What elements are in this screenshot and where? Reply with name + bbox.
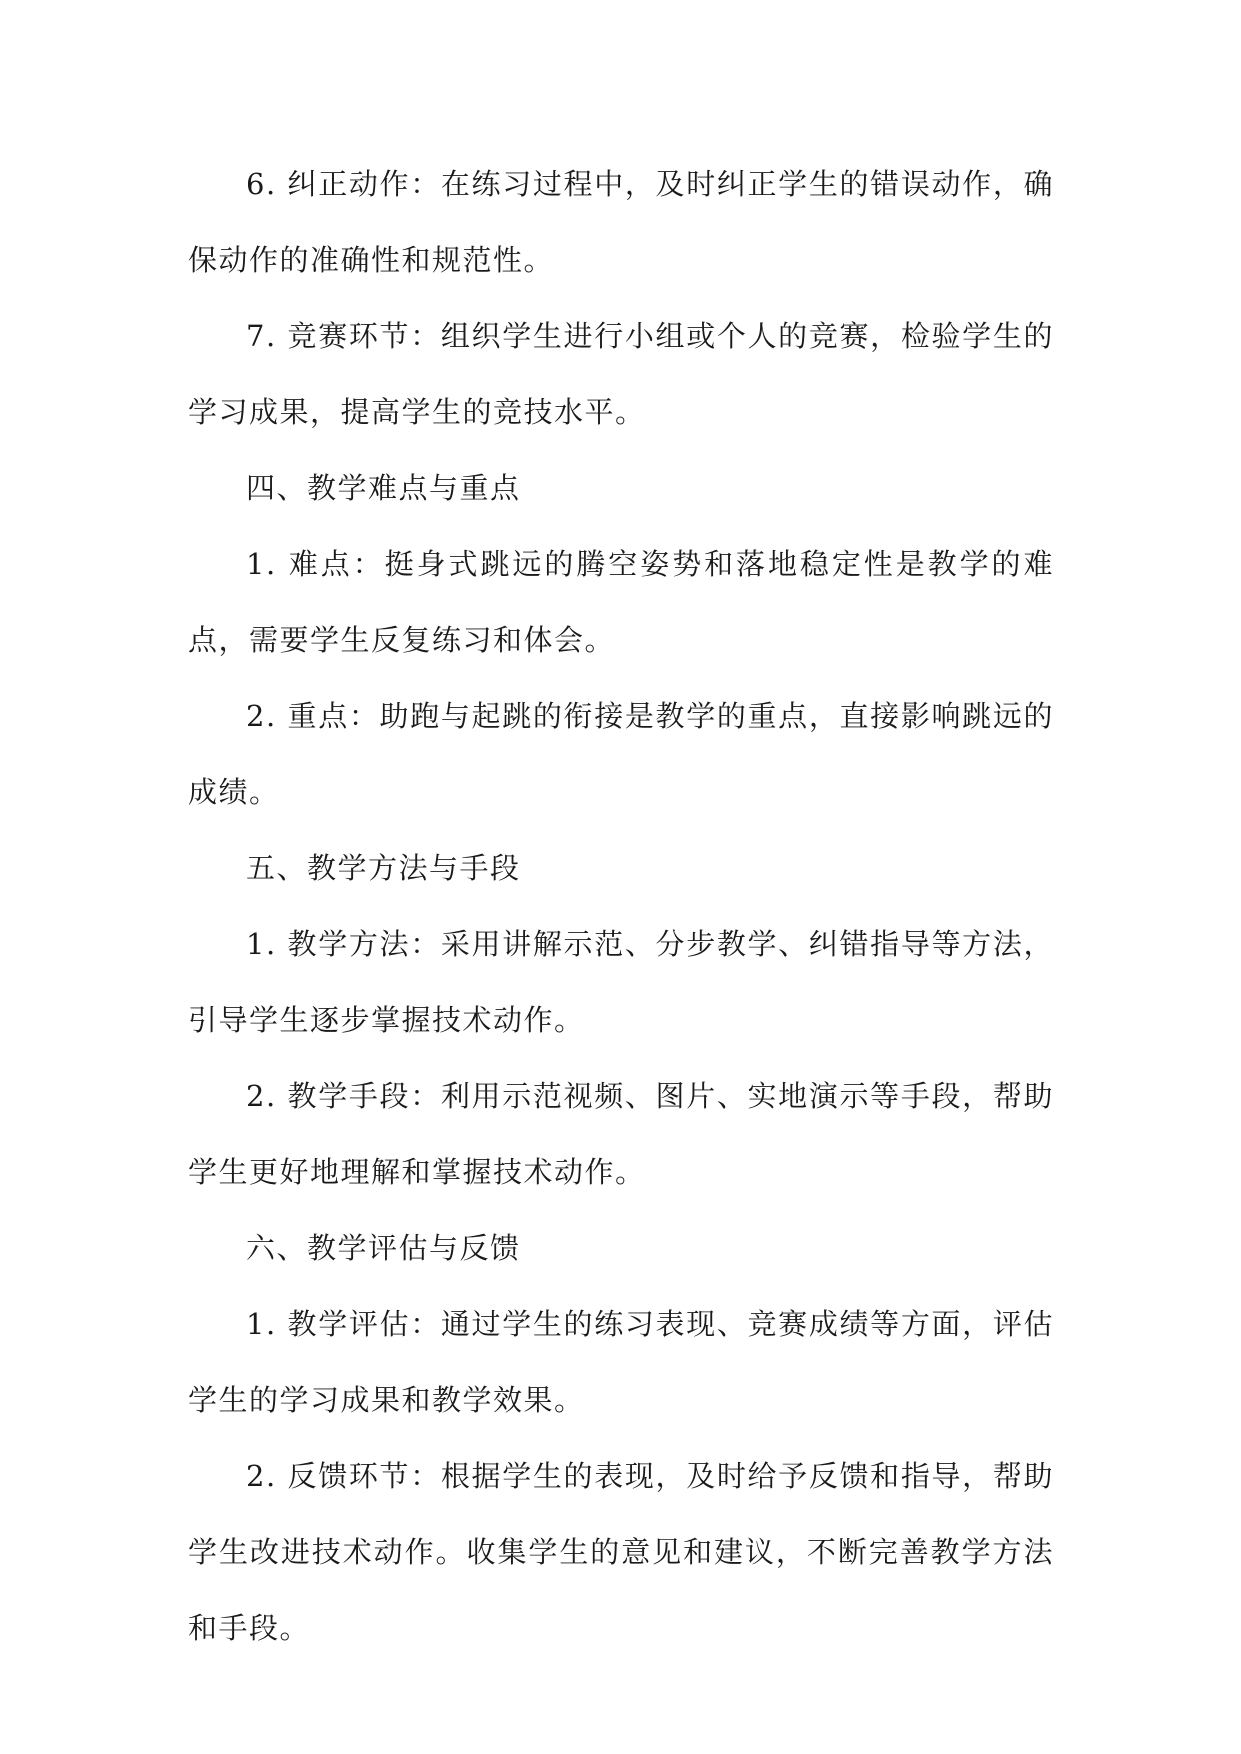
section-heading-difficulties: 四、教学难点与重点 [246,471,521,505]
section-heading-methods: 五、教学方法与手段 [246,851,521,885]
paragraph-key-point: 2. 重点：助跑与起跳的衔接是教学的重点，直接影响跳远的成绩。 [188,699,1054,809]
paragraph-competition: 7. 竞赛环节：组织学生进行小组或个人的竞赛，检验学生的学习成果，提高学生的竞技水平。 [188,319,1054,429]
paragraph-evaluation: 1. 教学评估：通过学生的练习表现、竞赛成绩等方面，评估学生的学习成果和教学效果。 [188,1307,1054,1417]
paragraph-teaching-methods: 1. 教学方法：采用讲解示范、分步教学、纠错指导等方法，引导学生逐步掌握技术动作。 [188,927,1054,1037]
paragraph-correct-movements: 6. 纠正动作：在练习过程中，及时纠正学生的错误动作，确保动作的准确性和规范性。 [188,167,1054,277]
paragraph-feedback: 2. 反馈环节：根据学生的表现，及时给予反馈和指导，帮助学生改进技术动作。收集学生的意见和建议，不断完善教学方法和手段。 [188,1459,1054,1645]
document-body [188,146,1054,1666]
section-heading-evaluation: 六、教学评估与反馈 [246,1231,521,1265]
paragraph-teaching-means: 2. 教学手段：利用示范视频、图片、实地演示等手段，帮助学生更好地理解和掌握技术动作。 [188,1079,1054,1189]
paragraph-difficulty: 1. 难点：挺身式跳远的腾空姿势和落地稳定性是教学的难点，需要学生反复练习和体会。 [188,547,1054,657]
